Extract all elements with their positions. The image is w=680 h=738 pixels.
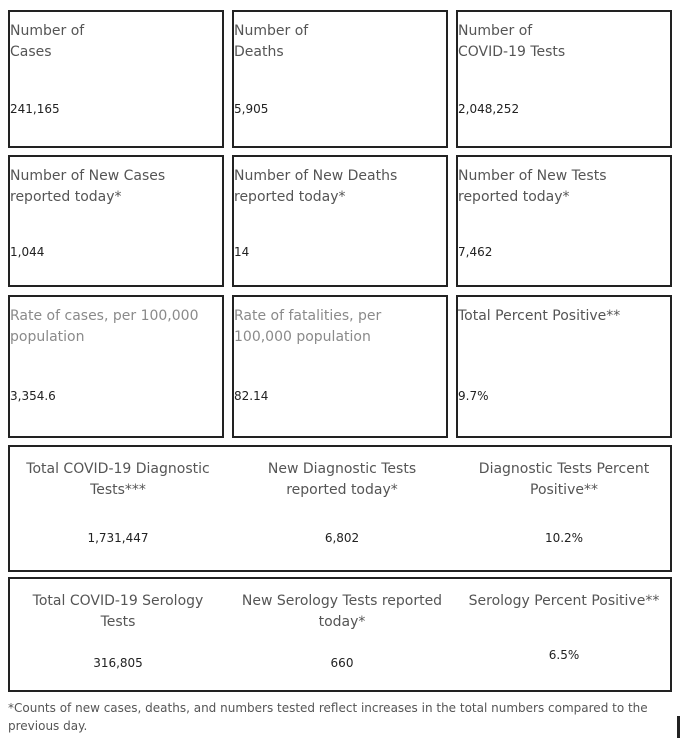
serology-total-value: 316,805 bbox=[93, 656, 143, 670]
tests-label: Number of COVID-19 Tests bbox=[458, 23, 566, 60]
new-cases-value: 1,044 bbox=[10, 245, 45, 259]
deaths-card bbox=[232, 10, 448, 148]
serology-new-value: 660 bbox=[330, 656, 354, 670]
tests-value: 2,048,252 bbox=[458, 102, 520, 116]
serology-percent-value: 6.5% bbox=[548, 648, 580, 662]
new-deaths-label: Number of New Deaths reported today* bbox=[234, 168, 398, 205]
deaths-value: 5,905 bbox=[234, 102, 269, 116]
percent-positive-card bbox=[456, 295, 672, 438]
diagnostic-total-label: Total COVID-19 Diagnostic Tests*** bbox=[26, 461, 210, 498]
cases-value: 241,165 bbox=[10, 102, 60, 116]
deaths-label: Number of Deaths bbox=[234, 23, 309, 60]
diagnostic-total-value: 1,731,447 bbox=[87, 531, 149, 545]
fatality-rate-card bbox=[232, 295, 448, 438]
fatality-rate-label: Rate of fatalities, per 100,000 population bbox=[234, 308, 382, 345]
serology-percent-label: Serology Percent Positive** bbox=[468, 593, 660, 609]
new-cases-card bbox=[8, 155, 224, 287]
serology-percent-cell bbox=[458, 579, 670, 690]
diagnostic-new-label: New Diagnostic Tests reported today* bbox=[267, 461, 417, 498]
serology-new-cell bbox=[234, 579, 450, 690]
serology-panel bbox=[8, 577, 672, 692]
diagnostic-new-value: 6,802 bbox=[324, 531, 360, 545]
new-deaths-card bbox=[232, 155, 448, 287]
new-tests-card bbox=[456, 155, 672, 287]
footnote: *Counts of new cases, deaths, and numbers tested reflect increases in the total numbers compared to the previous day. bbox=[8, 701, 648, 733]
cases-label: Number of Cases bbox=[10, 23, 85, 60]
new-tests-value: 7,462 bbox=[458, 245, 493, 259]
serology-new-label: New Serology Tests reported today* bbox=[241, 593, 443, 630]
percent-positive-label: Total Percent Positive** bbox=[458, 308, 621, 324]
diagnostic-panel bbox=[8, 445, 672, 572]
cases-card bbox=[8, 10, 224, 148]
serology-total-cell bbox=[10, 579, 226, 690]
diagnostic-total-cell bbox=[10, 447, 226, 570]
new-deaths-value: 14 bbox=[234, 245, 250, 259]
percent-positive-value: 9.7% bbox=[458, 389, 489, 403]
diagnostic-percent-cell bbox=[458, 447, 670, 570]
serology-total-label: Total COVID-19 Serology Tests bbox=[32, 593, 204, 630]
tests-card bbox=[456, 10, 672, 148]
case-rate-value: 3,354.6 bbox=[10, 389, 56, 403]
case-rate-card bbox=[8, 295, 224, 438]
diagnostic-new-cell bbox=[234, 447, 450, 570]
case-rate-label: Rate of cases, per 100,000 population bbox=[10, 308, 199, 345]
new-tests-label: Number of New Tests reported today* bbox=[458, 168, 607, 205]
diagnostic-percent-value: 10.2% bbox=[544, 531, 584, 545]
new-cases-label: Number of New Cases reported today* bbox=[10, 168, 166, 205]
fatality-rate-value: 82.14 bbox=[234, 389, 269, 403]
diagnostic-percent-label: Diagnostic Tests Percent Positive** bbox=[478, 461, 650, 498]
